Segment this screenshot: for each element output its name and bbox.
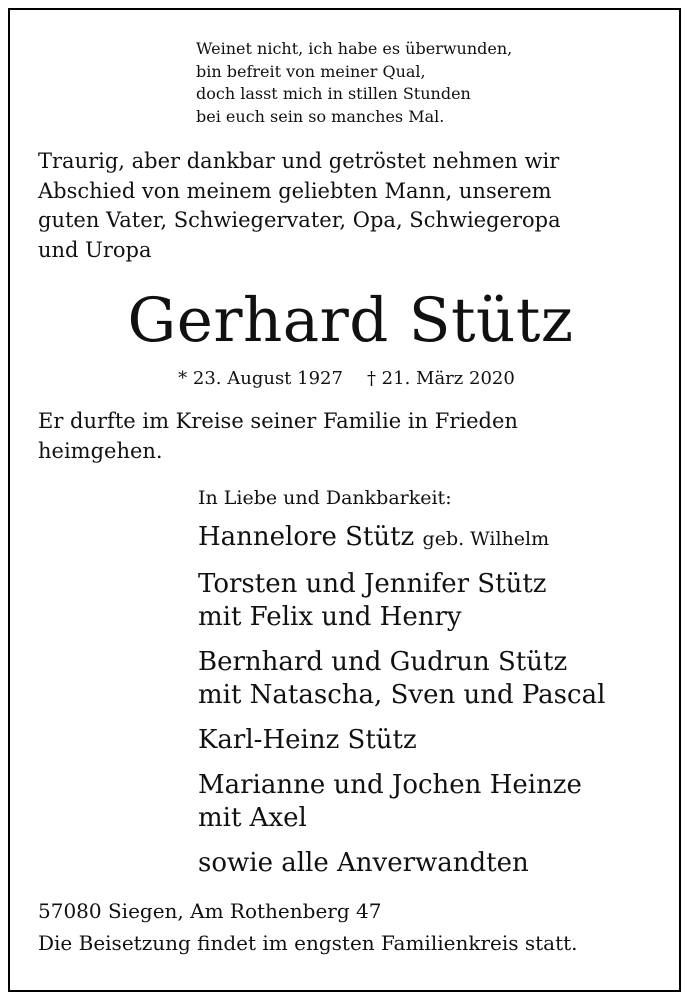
mourner-name: Torsten und Jennifer Stütz mit Felix und Henry <box>198 569 547 632</box>
mourner-entry <box>198 769 668 835</box>
funeral-note: Die Beisetzung findet im engsten Familienkreis statt. <box>38 931 578 955</box>
deceased-name: Gerhard Stütz <box>127 285 574 356</box>
mourner-entry <box>198 568 668 634</box>
mourner-name: sowie alle Anverwandten <box>198 848 529 878</box>
mourner-entry <box>198 646 668 712</box>
memorial-poem: Weinet nicht, ich habe es überwunden, bin befreit von meiner Qual, doch lasst mich in stillen Stunden bei euch sein so manches Mal. <box>196 39 513 126</box>
signoff-line: In Liebe und Dankbarkeit: <box>198 487 452 509</box>
mourner-name: Bernhard und Gudrun Stütz mit Natascha, Sven und Pascal <box>198 647 606 710</box>
mourner-name: Hannelore Stütz <box>198 522 415 552</box>
mourning-address: 57080 Siegen, Am Rothenberg 47 <box>38 899 382 923</box>
mourner-entry <box>198 724 668 757</box>
mourner-name: Marianne und Jochen Heinze mit Axel <box>198 770 582 833</box>
mourner-entry <box>198 521 668 556</box>
mourners-list <box>198 521 668 892</box>
birth-date: * 23. August 1927 <box>178 368 343 389</box>
mourner-name: Karl-Heinz Stütz <box>198 725 417 755</box>
intro-text: Traurig, aber dankbar und getröstet nehmen wir Abschied von meinem geliebten Mann, unserem guten Vater, Schwiegervater, Opa, Schwiegeropa und Uropa <box>38 149 561 262</box>
passing-statement: Er durfte im Kreise seiner Familie in Frieden heimgehen. <box>38 409 518 463</box>
life-dates <box>0 366 693 392</box>
death-date: † 21. März 2020 <box>366 368 515 389</box>
mourner-maiden-name: geb. Wilhelm <box>422 528 550 550</box>
mourner-entry <box>198 847 668 880</box>
